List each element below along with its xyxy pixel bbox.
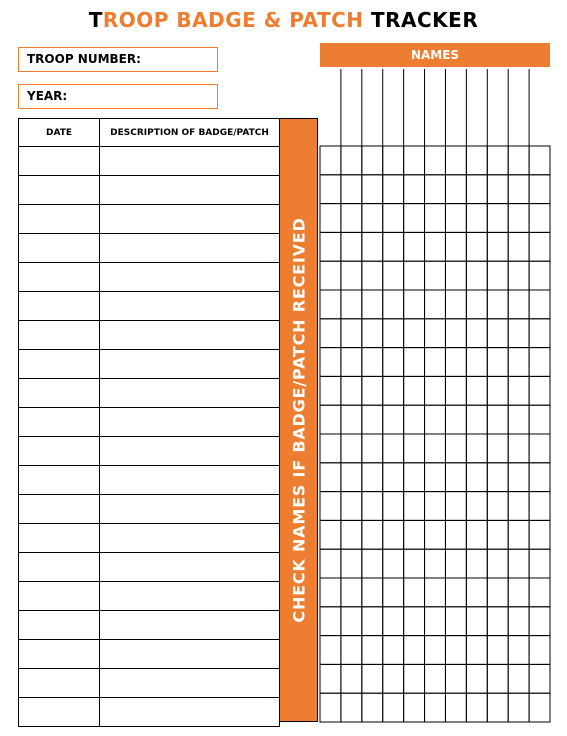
name-checkbox[interactable] [383,319,404,348]
name-checkbox[interactable] [466,348,487,377]
name-checkbox[interactable] [362,146,383,175]
name-checkbox[interactable] [466,261,487,290]
name-checkbox[interactable] [445,520,466,549]
name-checkbox[interactable] [425,405,446,434]
name-checkbox[interactable] [341,492,362,521]
name-checkbox[interactable] [508,376,529,405]
name-checkbox[interactable] [404,607,425,636]
name-checkbox[interactable] [341,693,362,722]
name-checkbox[interactable] [487,204,508,233]
name-checkbox[interactable] [362,636,383,665]
name-checkbox[interactable] [362,348,383,377]
name-checkbox[interactable] [425,204,446,233]
name-checkbox[interactable] [445,463,466,492]
name-checkbox[interactable] [466,290,487,319]
name-checkbox[interactable] [383,664,404,693]
name-checkbox[interactable] [362,693,383,722]
name-checkbox[interactable] [466,146,487,175]
name-checkbox[interactable] [320,348,341,377]
name-checkbox[interactable] [529,204,550,233]
name-checkbox[interactable] [341,405,362,434]
name-checkbox[interactable] [320,261,341,290]
name-checkbox[interactable] [466,319,487,348]
name-checkbox[interactable] [341,463,362,492]
name-checkbox[interactable] [425,693,446,722]
name-checkbox[interactable] [320,492,341,521]
name-checkbox[interactable] [529,232,550,261]
name-checkbox[interactable] [320,290,341,319]
name-checkbox[interactable] [508,607,529,636]
name-checkbox[interactable] [320,693,341,722]
name-checkbox[interactable] [320,607,341,636]
name-checkbox[interactable] [529,376,550,405]
name-checkbox[interactable] [341,664,362,693]
name-checkbox[interactable] [425,175,446,204]
name-checkbox[interactable] [383,175,404,204]
name-checkbox[interactable] [445,232,466,261]
name-checkbox[interactable] [487,405,508,434]
name-checkbox[interactable] [383,405,404,434]
name-checkbox[interactable] [487,319,508,348]
name-checkbox[interactable] [529,693,550,722]
name-checkbox[interactable] [445,290,466,319]
name-checkbox[interactable] [404,146,425,175]
name-checkbox[interactable] [445,175,466,204]
name-checkbox[interactable] [320,146,341,175]
name-checkbox[interactable] [362,232,383,261]
name-checkbox[interactable] [341,290,362,319]
name-checkbox[interactable] [487,578,508,607]
name-checkbox[interactable] [320,376,341,405]
name-checkbox[interactable] [320,636,341,665]
name-checkbox[interactable] [487,434,508,463]
name-checkbox[interactable] [445,664,466,693]
name-checkbox[interactable] [529,290,550,319]
name-checkbox[interactable] [529,348,550,377]
name-checkbox[interactable] [508,520,529,549]
name-checkbox[interactable] [445,607,466,636]
name-checkbox[interactable] [425,261,446,290]
name-checkbox[interactable] [320,664,341,693]
name-checkbox[interactable] [508,319,529,348]
title-last-word: TRACKER [370,8,479,32]
name-checkbox[interactable] [487,693,508,722]
name-checkbox[interactable] [383,607,404,636]
name-checkbox[interactable] [487,463,508,492]
name-checkbox[interactable] [445,204,466,233]
name-checkbox[interactable] [508,348,529,377]
name-checkbox[interactable] [466,463,487,492]
name-checkbox[interactable] [425,463,446,492]
name-checkbox[interactable] [466,175,487,204]
name-checkbox[interactable] [362,204,383,233]
name-checkbox[interactable] [425,549,446,578]
name-checkbox[interactable] [362,520,383,549]
name-checkbox[interactable] [529,319,550,348]
name-checkbox[interactable] [529,463,550,492]
name-checkbox[interactable] [383,693,404,722]
name-checkbox[interactable] [508,232,529,261]
name-checkbox[interactable] [383,434,404,463]
name-checkbox[interactable] [383,520,404,549]
name-checkbox[interactable] [362,463,383,492]
name-checkbox[interactable] [404,204,425,233]
name-checkbox[interactable] [487,261,508,290]
title-first-letter: T [88,8,103,32]
name-checkbox[interactable] [404,405,425,434]
name-checkbox[interactable] [383,290,404,319]
name-checkbox[interactable] [508,463,529,492]
name-checkbox[interactable] [383,146,404,175]
name-checkbox[interactable] [320,578,341,607]
date-column-header: DATE [19,119,100,147]
name-checkbox[interactable] [487,520,508,549]
name-checkbox[interactable] [529,636,550,665]
name-checkbox[interactable] [508,261,529,290]
name-checkbox[interactable] [425,664,446,693]
name-checkbox[interactable] [508,405,529,434]
name-checkbox[interactable] [341,549,362,578]
name-checkbox[interactable] [466,232,487,261]
name-checkbox[interactable] [487,376,508,405]
name-checkbox[interactable] [466,376,487,405]
name-checkbox[interactable] [320,232,341,261]
name-checkbox[interactable] [341,146,362,175]
name-checkbox[interactable] [383,549,404,578]
name-checkbox[interactable] [487,146,508,175]
name-checkbox[interactable] [404,290,425,319]
name-checkbox[interactable] [362,290,383,319]
year-label: YEAR: [27,89,68,103]
name-checkbox[interactable] [445,578,466,607]
name-checkbox[interactable] [466,434,487,463]
name-checkbox[interactable] [425,146,446,175]
name-checkbox[interactable] [362,492,383,521]
name-checkbox[interactable] [404,492,425,521]
name-checkbox[interactable] [383,232,404,261]
name-checkbox[interactable] [341,232,362,261]
name-checkbox[interactable] [508,204,529,233]
name-checkbox[interactable] [529,607,550,636]
name-checkbox[interactable] [466,520,487,549]
name-checkbox[interactable] [445,348,466,377]
name-checkbox[interactable] [529,175,550,204]
name-checkbox[interactable] [341,261,362,290]
name-checkbox[interactable] [508,146,529,175]
name-checkbox[interactable] [341,204,362,233]
name-checkbox[interactable] [404,636,425,665]
name-checkbox[interactable] [466,204,487,233]
name-checkbox[interactable] [425,290,446,319]
names-header-label: NAMES [410,48,460,62]
name-checkbox[interactable] [445,492,466,521]
name-checkbox[interactable] [445,405,466,434]
name-checkbox[interactable] [466,607,487,636]
name-checkbox[interactable] [404,319,425,348]
name-checkbox[interactable] [508,290,529,319]
name-checkbox[interactable] [320,434,341,463]
name-checkbox[interactable] [425,578,446,607]
name-checkbox[interactable] [404,664,425,693]
name-checkbox[interactable] [425,520,446,549]
name-checkbox[interactable] [529,578,550,607]
name-checkbox[interactable] [383,578,404,607]
name-checkbox[interactable] [508,492,529,521]
name-checkbox[interactable] [341,636,362,665]
name-checkbox[interactable] [320,319,341,348]
name-checkbox[interactable] [404,549,425,578]
name-checkbox[interactable] [404,261,425,290]
name-checkbox[interactable] [383,376,404,405]
name-checkbox[interactable] [341,348,362,377]
name-checkbox[interactable] [362,607,383,636]
name-checkbox[interactable] [383,204,404,233]
name-checkbox[interactable] [529,549,550,578]
name-checkbox[interactable] [320,175,341,204]
name-checkbox[interactable] [445,319,466,348]
description-column-header: DESCRIPTION OF BADGE/PATCH [100,119,280,147]
name-checkbox[interactable] [341,520,362,549]
name-checkbox[interactable] [466,405,487,434]
name-checkbox[interactable] [383,492,404,521]
name-checkbox[interactable] [320,463,341,492]
name-checkbox[interactable] [383,463,404,492]
name-checkbox[interactable] [508,693,529,722]
name-checkbox[interactable] [529,261,550,290]
name-checkbox[interactable] [341,578,362,607]
name-checkbox[interactable] [487,664,508,693]
name-checkbox[interactable] [320,204,341,233]
name-checkbox[interactable] [508,664,529,693]
name-checkbox[interactable] [341,434,362,463]
name-checkbox[interactable] [320,549,341,578]
name-checkbox[interactable] [529,664,550,693]
name-checkbox[interactable] [445,146,466,175]
name-checkbox[interactable] [404,376,425,405]
name-checkbox[interactable] [425,319,446,348]
name-checkbox[interactable] [445,636,466,665]
name-checkbox[interactable] [425,376,446,405]
name-checkbox[interactable] [487,607,508,636]
name-checkbox[interactable] [320,405,341,434]
name-checkbox[interactable] [425,492,446,521]
name-checkbox[interactable] [508,636,529,665]
name-checkbox[interactable] [383,348,404,377]
name-checkbox[interactable] [445,693,466,722]
name-checkbox[interactable] [404,463,425,492]
name-checkbox[interactable] [425,348,446,377]
name-checkbox[interactable] [404,693,425,722]
name-checkbox[interactable] [362,664,383,693]
name-checkbox[interactable] [425,434,446,463]
name-checkbox[interactable] [404,348,425,377]
name-checkbox[interactable] [362,405,383,434]
name-checkbox[interactable] [404,434,425,463]
name-checkbox[interactable] [425,232,446,261]
name-checkbox[interactable] [362,261,383,290]
name-checkbox[interactable] [341,175,362,204]
name-checkbox[interactable] [487,175,508,204]
name-checkbox[interactable] [487,348,508,377]
name-checkbox[interactable] [383,636,404,665]
name-checkbox[interactable] [466,693,487,722]
name-checkbox[interactable] [508,549,529,578]
name-checkbox[interactable] [404,232,425,261]
name-checkbox[interactable] [508,175,529,204]
name-checkbox[interactable] [529,520,550,549]
name-checkbox[interactable] [508,434,529,463]
name-checkbox[interactable] [487,636,508,665]
name-checkbox[interactable] [487,232,508,261]
name-checkbox[interactable] [487,492,508,521]
check-names-banner-text: CHECK NAMES IF BADGE/PATCH RECEIVED [289,217,308,623]
name-checkbox[interactable] [466,636,487,665]
name-checkbox[interactable] [362,549,383,578]
name-checkbox[interactable] [445,549,466,578]
name-checkbox[interactable] [445,434,466,463]
name-checkbox[interactable] [487,290,508,319]
name-checkbox[interactable] [425,636,446,665]
name-checkbox[interactable] [341,607,362,636]
name-checkbox[interactable] [362,175,383,204]
name-checkbox[interactable] [341,376,362,405]
name-checkbox[interactable] [445,261,466,290]
name-checkbox[interactable] [529,492,550,521]
name-checkbox[interactable] [404,578,425,607]
name-checkbox[interactable] [466,549,487,578]
name-checkbox[interactable] [362,434,383,463]
name-checkbox[interactable] [362,319,383,348]
name-checkbox[interactable] [425,607,446,636]
name-checkbox[interactable] [466,578,487,607]
name-checkbox[interactable] [529,405,550,434]
name-checkbox[interactable] [320,520,341,549]
name-checkbox[interactable] [487,549,508,578]
name-checkbox[interactable] [466,492,487,521]
name-checkbox[interactable] [445,376,466,405]
name-checkbox[interactable] [529,146,550,175]
name-checkbox[interactable] [404,520,425,549]
title-orange-part: ROOP BADGE & PATCH [102,8,364,32]
name-checkbox[interactable] [362,376,383,405]
troop-number-label: TROOP NUMBER: [27,52,141,66]
name-checkbox[interactable] [341,319,362,348]
name-checkbox[interactable] [508,578,529,607]
name-checkbox[interactable] [466,664,487,693]
name-checkbox[interactable] [529,434,550,463]
name-checkbox[interactable] [362,578,383,607]
name-checkbox[interactable] [404,175,425,204]
name-checkbox[interactable] [383,261,404,290]
